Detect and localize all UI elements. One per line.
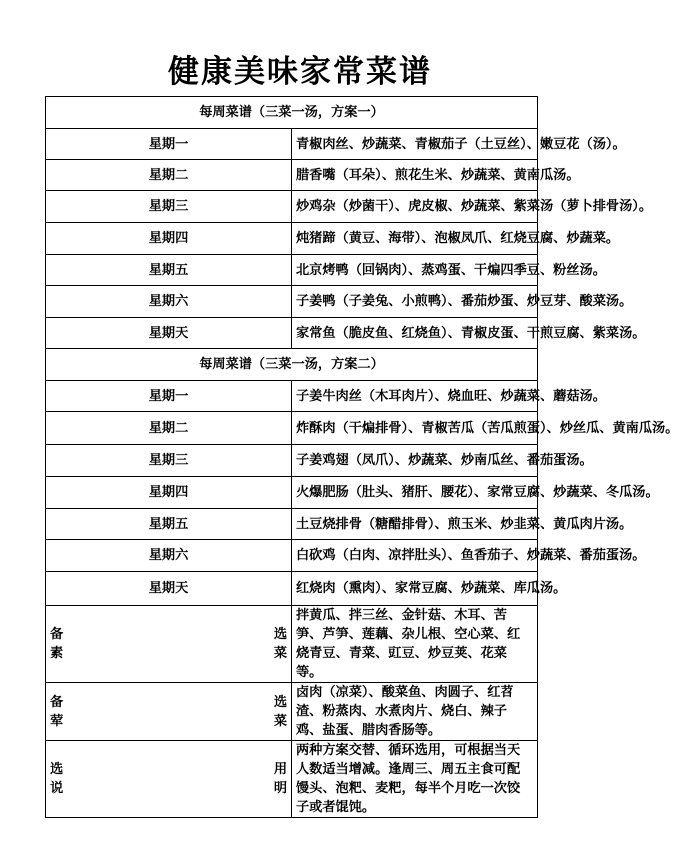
plan-header-row xyxy=(46,349,538,381)
table-row xyxy=(46,572,538,606)
table-row xyxy=(46,129,538,160)
day-label: 星期一 xyxy=(46,381,292,412)
category-label xyxy=(46,606,292,683)
table-row xyxy=(46,223,538,255)
table-row xyxy=(46,255,538,286)
extras-row xyxy=(46,606,538,683)
day-menu: 家常鱼（脆皮鱼、红烧鱼）、青椒皮蛋、干煎豆腐、紫菜汤。 xyxy=(292,318,538,349)
plan2-header: 每周菜谱（三菜一汤，方案二） xyxy=(46,349,538,381)
day-label: 星期六 xyxy=(46,540,292,572)
table-row xyxy=(46,191,538,223)
extras-row xyxy=(46,741,538,818)
plan-header-row xyxy=(46,97,538,129)
day-label: 星期三 xyxy=(46,191,292,223)
label-line xyxy=(50,712,287,731)
day-menu: 红烧肉（熏肉）、家常豆腐、炒蔬菜、库瓜汤。 xyxy=(292,572,538,606)
day-label: 星期一 xyxy=(46,129,292,160)
label-char: 菜 xyxy=(273,646,287,661)
table-row xyxy=(46,445,538,477)
day-label: 星期二 xyxy=(46,160,292,191)
day-label: 星期天 xyxy=(46,318,292,349)
label-char: 选 xyxy=(273,627,287,642)
label-line xyxy=(50,693,287,712)
meat-options: 卤肉（凉菜）、酸菜鱼、肉圆子、红苕渣、粉蒸肉、水煮肉片、烧白、辣子鸡、盐蛋、腊肉香肠等。 xyxy=(292,683,538,741)
document-title: 健康美味家常菜谱 xyxy=(168,54,432,90)
day-menu: 土豆烧排骨（糖醋排骨）、煎玉米、炒韭菜、黄瓜肉片汤。 xyxy=(292,509,538,540)
table-row xyxy=(46,160,538,191)
day-label: 星期六 xyxy=(46,286,292,318)
label-line xyxy=(50,779,287,798)
table-row xyxy=(46,381,538,412)
label-char: 说 xyxy=(50,781,64,796)
day-menu: 青椒肉丝、炒蔬菜、青椒茄子（土豆丝）、嫩豆花（汤）。 xyxy=(292,129,538,160)
extras-row xyxy=(46,683,538,741)
table-row xyxy=(46,286,538,318)
day-menu: 火爆肥肠（肚头、猪肝、腰花）、家常豆腐、炒蔬菜、冬瓜汤。 xyxy=(292,477,538,509)
day-menu: 北京烤鸭（回锅肉）、蒸鸡蛋、干煸四季豆、粉丝汤。 xyxy=(292,255,538,286)
day-menu: 子姜鸡翅（凤爪）、炒蔬菜、炒南瓜丝、番茄蛋汤。 xyxy=(292,445,538,477)
label-char: 素 xyxy=(50,646,64,661)
day-menu: 子姜鸭（子姜兔、小煎鸭）、番茄炒蛋、炒豆芽、酸菜汤。 xyxy=(292,286,538,318)
day-menu: 炖猪蹄（黄豆、海带）、泡椒凤爪、红烧豆腐、炒蔬菜。 xyxy=(292,223,538,255)
label-char: 明 xyxy=(273,781,287,796)
day-label: 星期四 xyxy=(46,223,292,255)
label-char: 荤 xyxy=(50,713,64,729)
usage-notes: 两种方案交替、循环选用，可根据当天人数适当增减。逢周三、周五主食可配馒头、泡粑、麦粑，每半个月吃一次饺子或者馄饨。 xyxy=(292,741,538,818)
table-row xyxy=(46,540,538,572)
day-label: 星期二 xyxy=(46,412,292,445)
day-menu: 白砍鸡（白肉、凉拌肚头）、鱼香茄子、炒蔬菜、番茄蛋汤。 xyxy=(292,540,538,572)
category-label xyxy=(46,741,292,818)
table-row xyxy=(46,318,538,349)
day-menu: 炸酥肉（干煸排骨）、青椒苦瓜（苦瓜煎蛋）、炒丝瓜、黄南瓜汤。 xyxy=(292,412,538,445)
label-char: 用 xyxy=(273,762,287,777)
category-label xyxy=(46,683,292,741)
day-label: 星期三 xyxy=(46,445,292,477)
day-label: 星期天 xyxy=(46,572,292,606)
label-line xyxy=(50,760,287,779)
table-row xyxy=(46,509,538,540)
day-label: 星期五 xyxy=(46,255,292,286)
label-char: 备 xyxy=(50,627,64,642)
table-row xyxy=(46,412,538,445)
vegetable-options: 拌黄瓜、拌三丝、金针菇、木耳、苦笋、芦笋、莲藕、杂儿根、空心菜、红烧青豆、青菜、豇豆、炒豆荚、花菜等。 xyxy=(292,606,538,683)
day-menu: 腊香嘴（耳朵）、煎花生米、炒蔬菜、黄南瓜汤。 xyxy=(292,160,538,191)
label-char: 选 xyxy=(273,694,287,710)
label-char: 备 xyxy=(50,694,64,710)
day-label: 星期四 xyxy=(46,477,292,509)
label-line xyxy=(50,644,287,663)
label-line xyxy=(50,625,287,644)
day-label: 星期五 xyxy=(46,509,292,540)
label-char: 菜 xyxy=(273,713,287,729)
day-menu: 炒鸡杂（炒菌干）、虎皮椒、炒蔬菜、紫菜汤（萝卜排骨汤）。 xyxy=(292,191,538,223)
table-row xyxy=(46,477,538,509)
menu-table xyxy=(45,96,678,818)
day-menu: 子姜牛肉丝（木耳肉片）、烧血旺、炒蔬菜、蘑菇汤。 xyxy=(292,381,538,412)
plan1-header: 每周菜谱（三菜一汤，方案一） xyxy=(46,97,538,129)
label-char: 选 xyxy=(50,762,64,777)
